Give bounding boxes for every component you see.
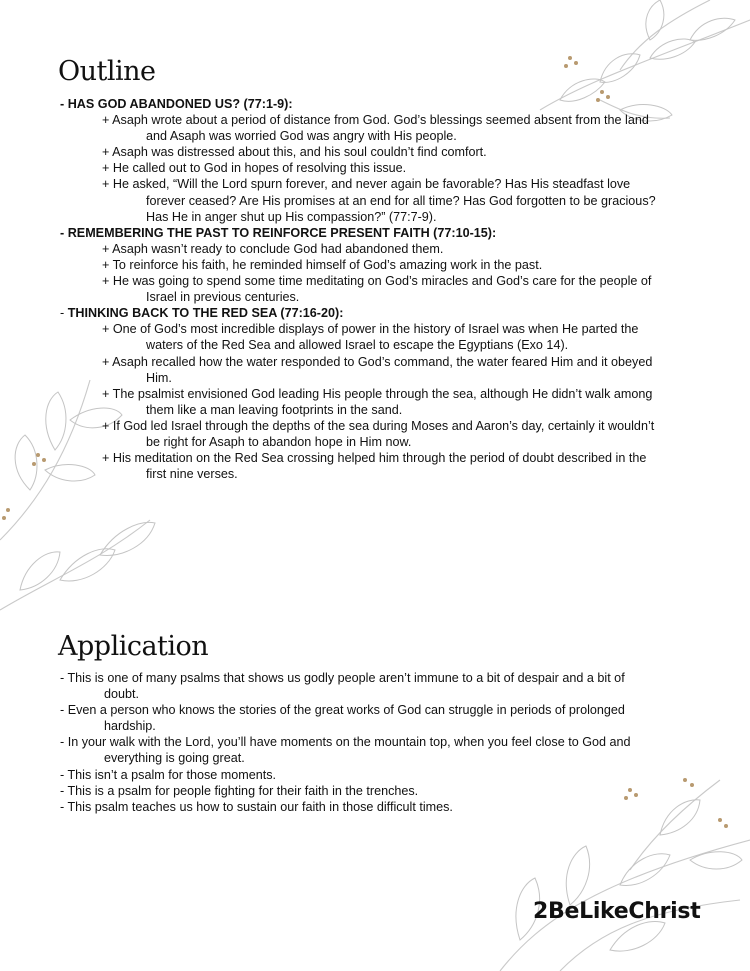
outline-bullet [60, 241, 700, 257]
application-item [60, 767, 700, 783]
outline-bullet [60, 144, 700, 160]
heading-text: - HAS GOD ABANDONED US? (77:1-9): [60, 97, 293, 111]
item-text: - This is a psalm for people fighting for their faith in the trenches. [60, 783, 419, 798]
item-text: - This psalm teaches us how to sustain our faith in those difficult times. [60, 799, 453, 814]
bullet-text-continued: Him. [146, 370, 172, 385]
bullet-text: + Asaph recalled how the water responded to God’s command, the water feared Him and it obeyed [102, 354, 653, 369]
outline-bullet [60, 354, 700, 386]
application-title: Application [58, 631, 209, 662]
heading-text: THINKING BACK TO THE RED SEA (77:16-20): [67, 306, 344, 321]
bullet-text-continued: Has He in anger shut up His compassion?” (77:7-9). [146, 209, 437, 224]
bullet-text-continued: waters of the Red Sea and allowed Israel to escape the Egyptians (Exo 14). [146, 338, 569, 353]
bullet-text: + He called out to God in hopes of resolving this issue. [102, 161, 407, 176]
application-item [60, 670, 700, 702]
bullet-text-continued: be right for Asaph to abandon hope in Him now. [146, 434, 412, 449]
item-text: - Even a person who knows the stories of the great works of God can struggle in periods of prolonged [60, 703, 625, 718]
outline-bullet [60, 321, 700, 353]
item-text-continued: doubt. [104, 687, 140, 702]
bullet-text: + He asked, “Will the Lord spurn forever, and never again be favorable? Has His steadfast love [102, 177, 631, 192]
bullet-text: + His meditation on the Red Sea crossing helped him through the period of doubt described in the [102, 451, 647, 466]
application-item [60, 702, 700, 734]
bullet-text: + Asaph wasn’t ready to conclude God had abandoned them. [102, 241, 444, 256]
brand-logo-text: 2BeLikeChrist [533, 899, 701, 924]
item-text-continued: hardship. [104, 719, 156, 734]
outline-title: Outline [58, 56, 156, 87]
outline-bullet [60, 450, 700, 482]
application-item [60, 734, 700, 766]
bullet-text: + If God led Israel through the depths of the sea during Moses and Aaron’s day, certainly it wouldn’t [102, 418, 655, 433]
outline-bullet [60, 257, 700, 273]
outline-body [60, 96, 700, 482]
application-body [60, 670, 700, 815]
bullet-text: + He was going to spend some time meditating on God’s miracles and God’s care for the people of [102, 274, 652, 289]
bullet-text: + One of God’s most incredible displays of power in the history of Israel was when He parted the [102, 322, 639, 337]
bullet-text: + The psalmist envisioned God leading His people through the sea, although He didn’t walk among [102, 386, 653, 401]
bullet-text: + Asaph was distressed about this, and his soul couldn’t find comfort. [102, 145, 487, 160]
bullet-text-continued: and Asaph was worried God was angry with His people. [146, 129, 457, 144]
item-text-continued: everything is going great. [104, 751, 245, 766]
outline-section-heading [60, 96, 700, 112]
outline-bullet [60, 176, 700, 224]
outline-bullet [60, 418, 700, 450]
item-text: - This is one of many psalms that shows us godly people aren’t immune to a bit of despair and a bit of [60, 671, 625, 685]
item-text: - This isn’t a psalm for those moments. [60, 767, 277, 782]
application-item [60, 799, 700, 815]
outline-bullet [60, 160, 700, 176]
bullet-text-continued: Israel in previous centuries. [146, 290, 300, 305]
bullet-text: + To reinforce his faith, he reminded himself of God’s amazing work in the past. [102, 257, 543, 272]
bullet-text-continued: them like a man leaving footprints in the sand. [146, 402, 403, 417]
bullet-text-continued: first nine verses. [146, 467, 238, 482]
application-item [60, 783, 700, 799]
outline-bullet [60, 273, 700, 305]
outline-section-heading [60, 225, 700, 241]
bullet-text-continued: forever ceased? Are His promises at an end for all time? Has God forgotten to be gracious? [146, 193, 656, 208]
outline-bullet [60, 112, 700, 144]
heading-text: - REMEMBERING THE PAST TO REINFORCE PRESENT FAITH (77:10-15): [60, 225, 497, 240]
outline-section-heading [60, 305, 700, 321]
bullet-text: + Asaph wrote about a period of distance from God. God’s blessings seemed absent from the land [102, 113, 649, 128]
heading-prefix: - [60, 306, 68, 321]
item-text: - In your walk with the Lord, you’ll have moments on the mountain top, when you feel close to God and [60, 735, 631, 750]
outline-bullet [60, 386, 700, 418]
